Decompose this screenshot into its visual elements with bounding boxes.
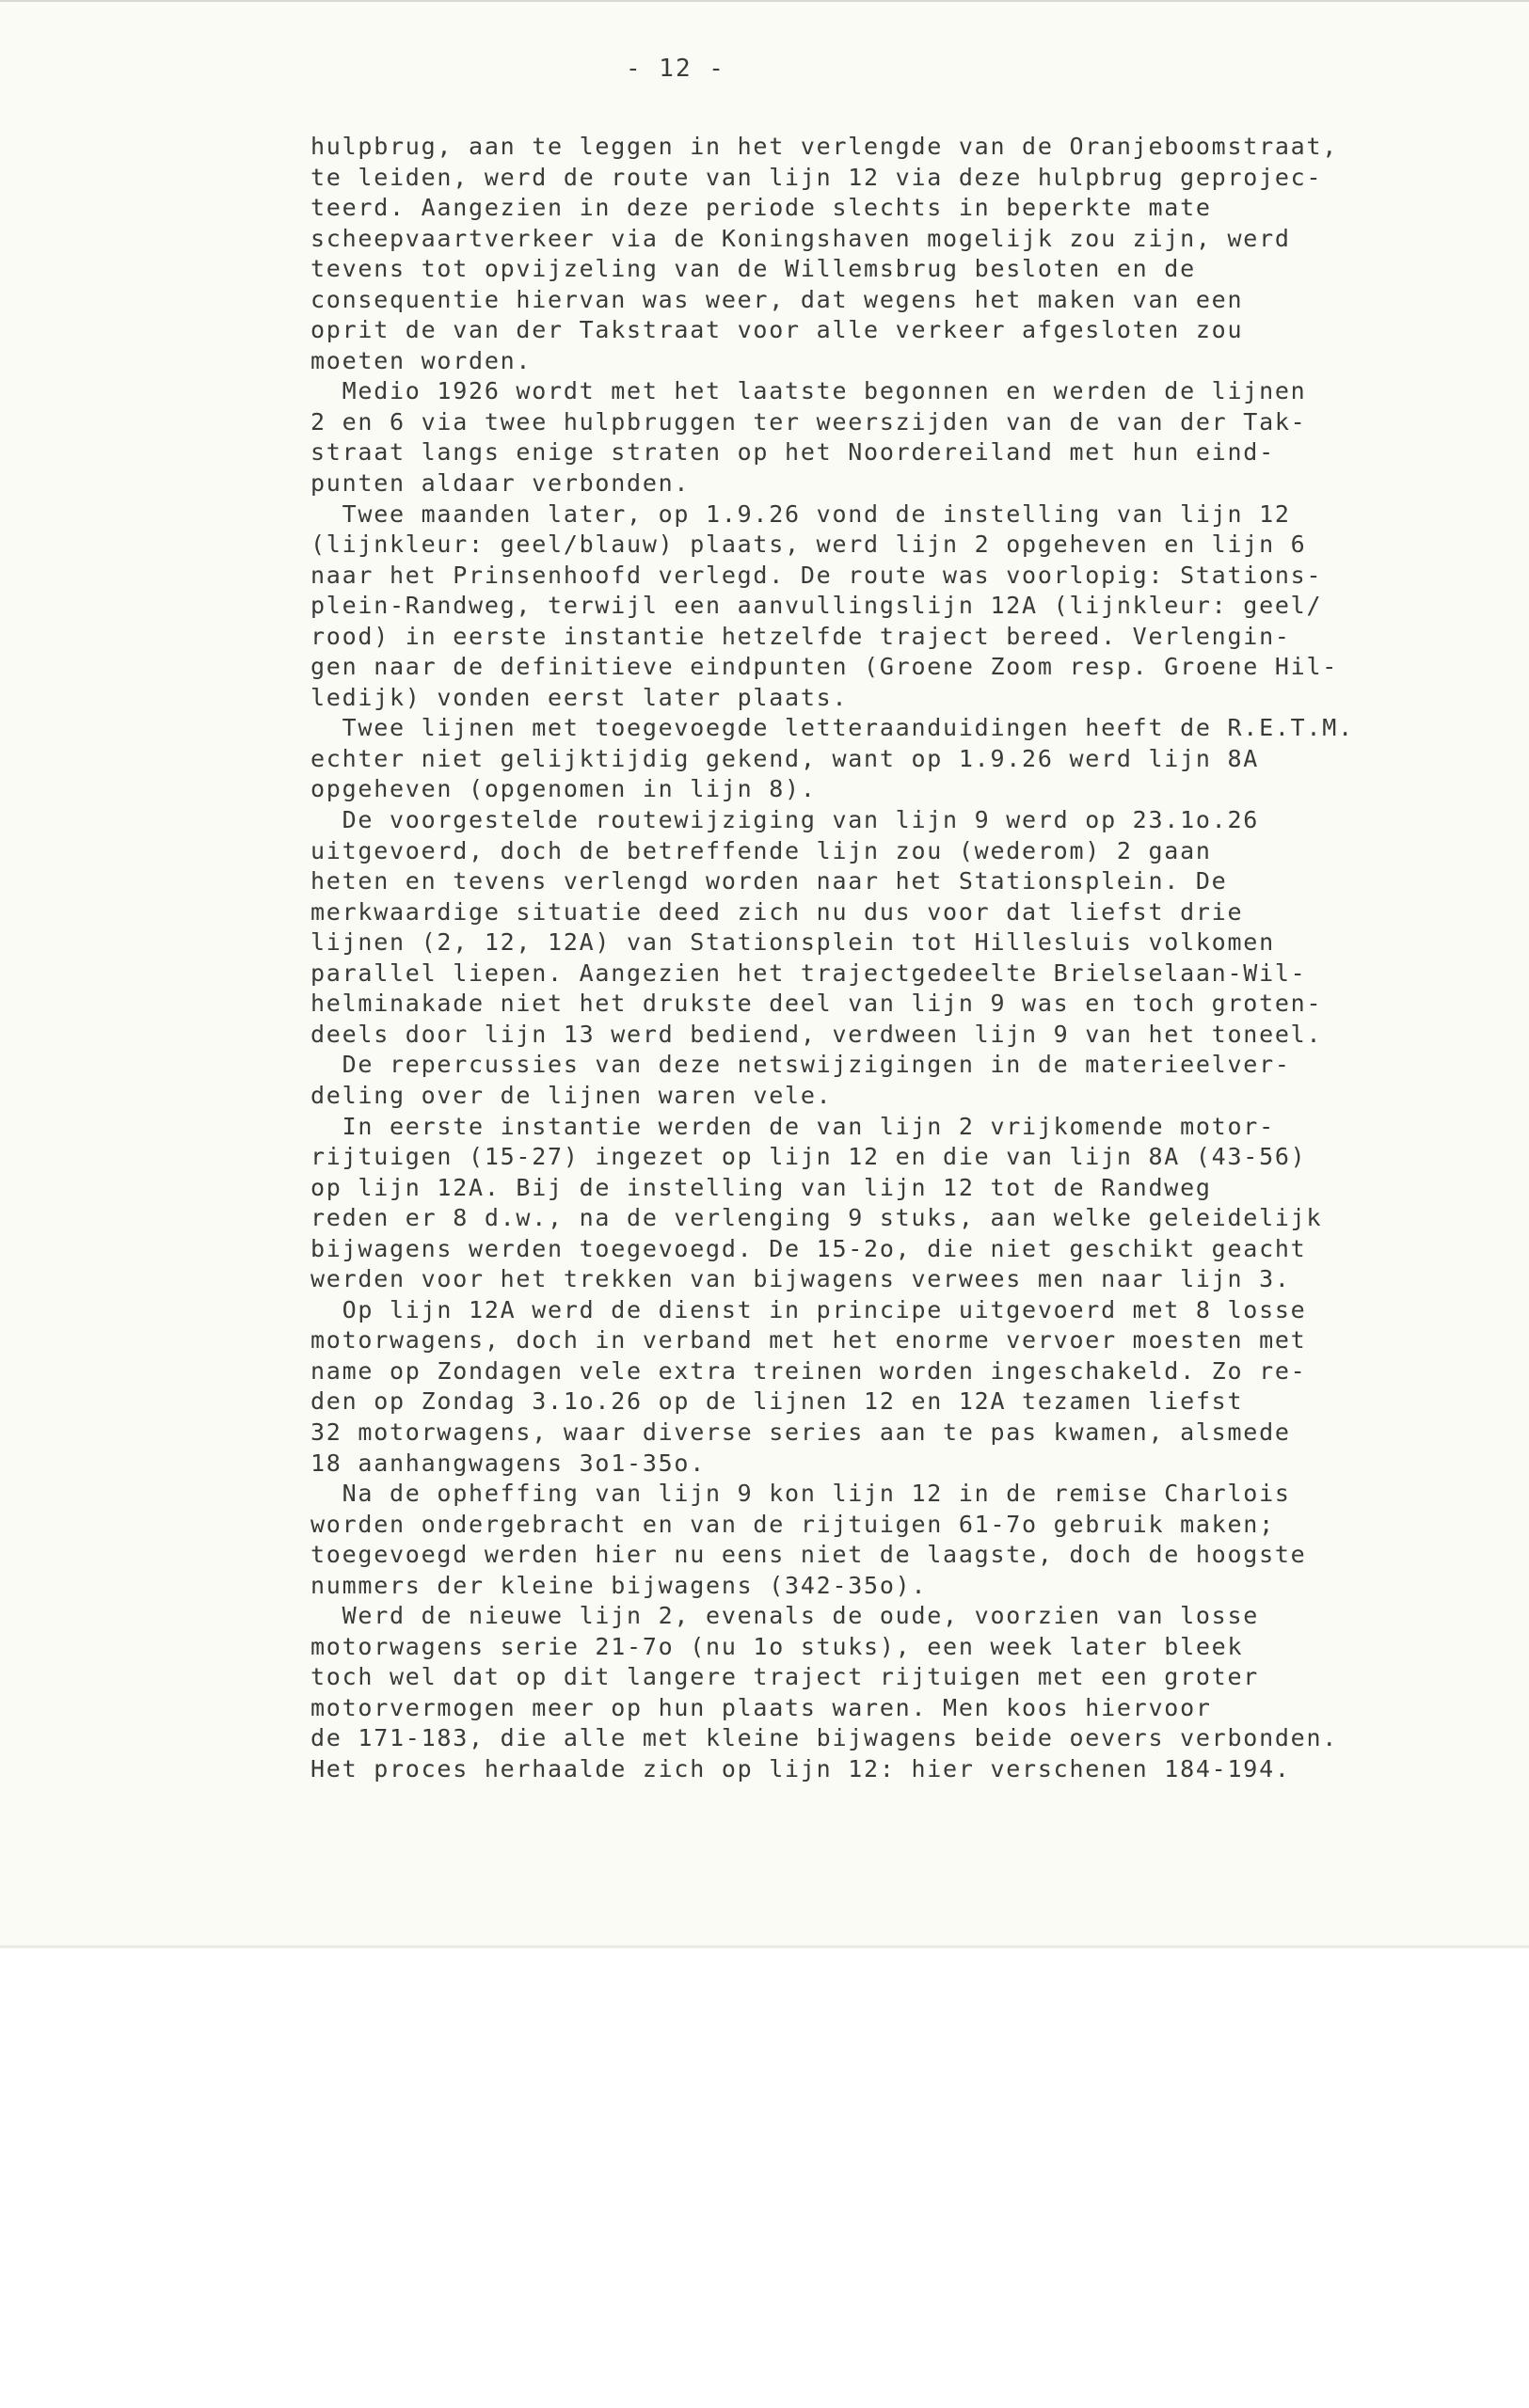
text-line: 18 aanhangwagens 3o1-35o. (311, 1449, 707, 1477)
text-line: bijwagens werden toegevoegd. De 15-2o, die niet geschikt geacht (311, 1234, 1307, 1262)
text-line: naar het Prinsenhoofd verlegd. De route was voorlopig: Stations- (311, 561, 1323, 589)
text-line: toch wel dat op dit langere traject rijtuigen met een groter (311, 1663, 1260, 1691)
text-line: worden ondergebracht en van de rijtuigen 61-7o gebruik maken; (311, 1510, 1275, 1538)
text-line: Twee maanden later, op 1.9.26 vond de instelling van lijn 12 (311, 499, 1291, 528)
text-line: nummers der kleine bijwagens (342-35o). (311, 1571, 928, 1599)
text-line: consequentie hiervan was weer, dat wegens het maken van een (311, 285, 1244, 313)
body-text (311, 132, 1515, 1785)
text-line: tevens tot opvijzeling van de Willemsbrug besloten en de (311, 255, 1196, 283)
text-line: motorvermogen meer op hun plaats waren. Men koos hiervoor (311, 1693, 1212, 1721)
text-line: de 171-183, die alle met kleine bijwagens beide oevers verbonden. (311, 1724, 1339, 1752)
text-line: motorwagens serie 21-7o (nu 1o stuks), een week later bleek (311, 1632, 1244, 1660)
text-line: reden er 8 d.w., na de verlenging 9 stuks, aan welke geleidelijk (311, 1204, 1323, 1232)
text-line: Twee lijnen met toegevoegde letteraanduidingen heeft de R.E.T.M. (311, 714, 1354, 742)
text-line: parallel liepen. Aangezien het trajectgedeelte Brielselaan-Wil- (311, 958, 1307, 987)
page-number: - 12 - (626, 55, 725, 83)
text-line: oprit de van der Takstraat voor alle verkeer afgesloten zou (311, 316, 1244, 344)
text-line: straat langs enige straten op het Noordereiland met hun eind- (311, 438, 1275, 467)
text-line: rijtuigen (15-27) ingezet op lijn 12 en die van lijn 8A (43-56) (311, 1143, 1307, 1171)
text-line: gen naar de definitieve eindpunten (Groene Zoom resp. Groene Hil- (311, 653, 1339, 681)
text-line: Werd de nieuwe lijn 2, evenals de oude, voorzien van losse (311, 1602, 1260, 1630)
text-line: De voorgestelde routewijziging van lijn 9 werd op 23.1o.26 (311, 806, 1260, 834)
text-line: lijnen (2, 12, 12A) van Stationsplein tot Hillesluis volkomen (311, 928, 1275, 957)
text-line: plein-Randweg, terwijl een aanvullingslijn 12A (lijnkleur: geel/ (311, 592, 1323, 620)
text-line: deling over de lijnen waren vele. (311, 1081, 833, 1109)
text-line: helminakade niet het drukste deel van lijn 9 was en toch groten- (311, 990, 1323, 1018)
text-line: moeten worden. (311, 346, 533, 374)
text-line: te leiden, werd de route van lijn 12 via deze hulpbrug geprojec- (311, 163, 1323, 191)
text-line: opgeheven (opgenomen in lijn 8). (311, 775, 817, 803)
text-line: hulpbrug, aan te leggen in het verlengde van de Oranjeboomstraat, (311, 133, 1339, 160)
text-line: toegevoegd werden hier nu eens niet de laagste, doch de hoogste (311, 1541, 1307, 1569)
text-line: 32 motorwagens, waar diverse series aan te pas kwamen, alsmede (311, 1418, 1291, 1446)
text-line: name op Zondagen vele extra treinen worden ingeschakeld. Zo re- (311, 1356, 1307, 1385)
text-line: In eerste instantie werden de van lijn 2 vrijkomende motor- (311, 1112, 1275, 1140)
text-line: deels door lijn 13 werd bediend, verdween lijn 9 van het toneel. (311, 1020, 1323, 1048)
text-line: scheepvaartverkeer via de Koningshaven mogelijk zou zijn, werd (311, 224, 1291, 252)
text-line: uitgevoerd, doch de betreffende lijn zou (wederom) 2 gaan (311, 836, 1212, 864)
text-line: (lijnkleur: geel/blauw) plaats, werd lijn 2 opgeheven en lijn 6 (311, 531, 1307, 559)
text-line: Na de opheffing van lijn 9 kon lijn 12 in de remise Charlois (311, 1480, 1291, 1508)
text-line: heten en tevens verlengd worden naar het Stationsplein. De (311, 867, 1228, 895)
text-line: op lijn 12A. Bij de instelling van lijn 12 tot de Randweg (311, 1173, 1212, 1201)
text-line: echter niet gelijktijdig gekend, want op 1.9.26 werd lijn 8A (311, 744, 1260, 772)
text-line: Op lijn 12A werd de dienst in principe uitgevoerd met 8 losse (311, 1295, 1307, 1323)
text-line: rood) in eerste instantie hetzelfde traject bereed. Verlengin- (311, 622, 1291, 650)
text-line: De repercussies van deze netswijzigingen in de materieelver- (311, 1051, 1291, 1079)
text-line: punten aldaar verbonden. (311, 469, 691, 498)
text-line: werden voor het trekken van bijwagens verwees men naar lijn 3. (311, 1265, 1291, 1293)
text-line: Het proces herhaalde zich op lijn 12: hier verschenen 184-194. (311, 1754, 1291, 1782)
text-line: merkwaardige situatie deed zich nu dus voor dat liefst drie (311, 897, 1244, 926)
text-line: teerd. Aangezien in deze periode slechts in beperkte mate (311, 194, 1212, 222)
text-line: 2 en 6 via twee hulpbruggen ter weerszijden van de van der Tak- (311, 407, 1307, 436)
text-line: den op Zondag 3.1o.26 op de lijnen 12 en 12A tezamen liefst (311, 1387, 1244, 1416)
text-line: ledijk) vonden eerst later plaats. (311, 683, 849, 711)
text-line: Medio 1926 wordt met het laatste begonnen en werden de lijnen (311, 377, 1307, 405)
text-line: motorwagens, doch in verband met het enorme vervoer moesten met (311, 1326, 1307, 1354)
page-bottom-edge (0, 1945, 1529, 1948)
